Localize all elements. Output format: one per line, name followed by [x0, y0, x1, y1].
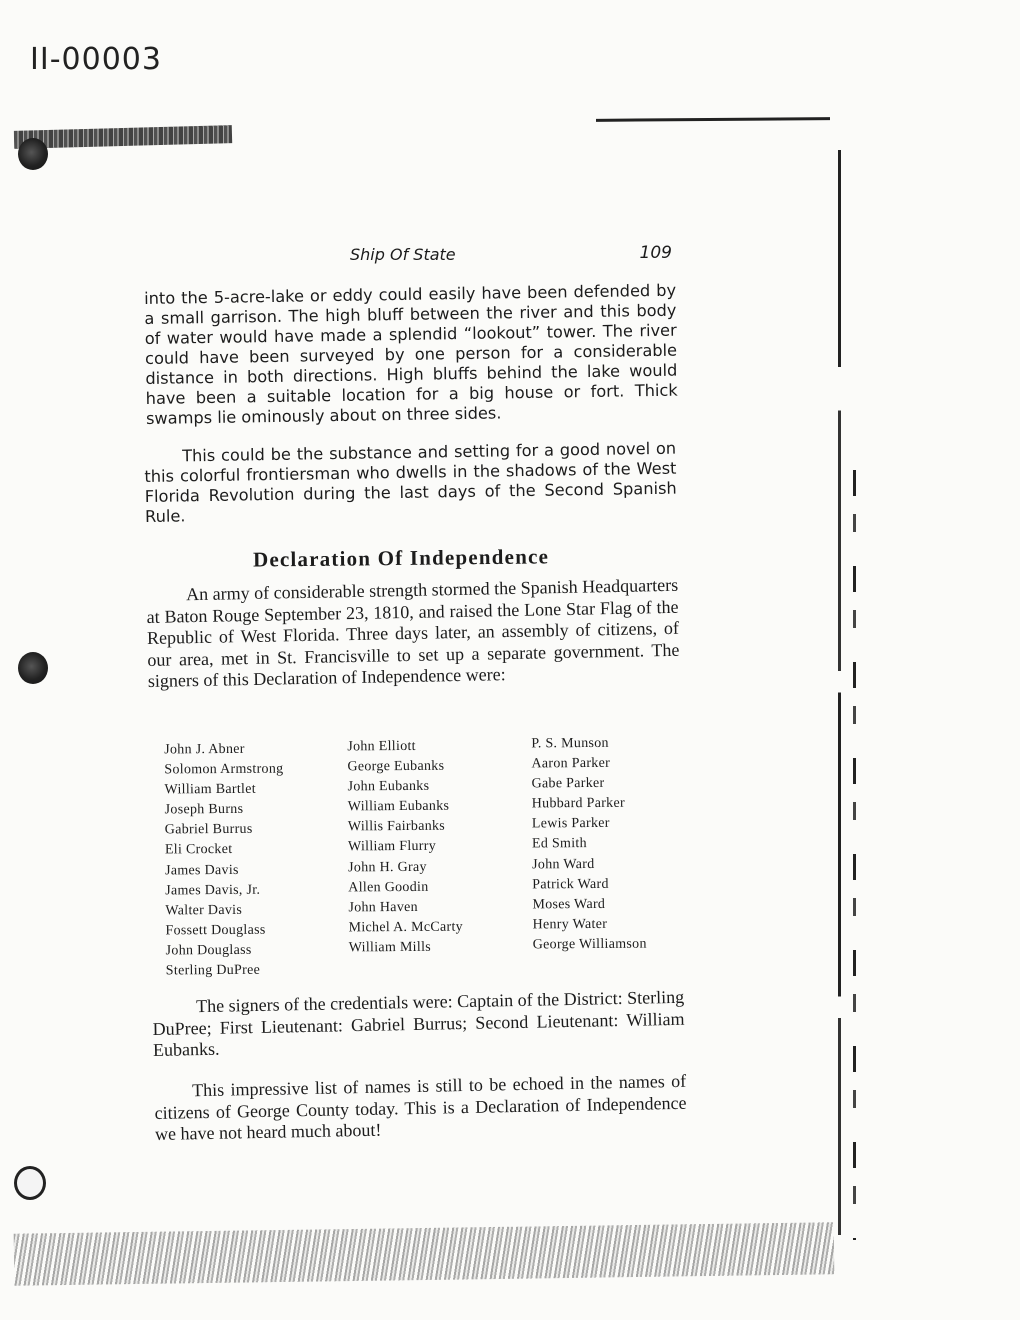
signer-name: William Eubanks — [347, 798, 450, 815]
signer-name: Gabriel Burrus — [164, 822, 253, 838]
signer-name: Fossett Douglass — [165, 922, 266, 939]
signer-name: P. S. Munson — [531, 735, 609, 752]
scan-rule-top — [596, 117, 830, 122]
signer-name: John Ward — [532, 856, 595, 872]
signers-column-1 — [164, 740, 285, 982]
signer-name: Henry Water — [532, 916, 608, 933]
signer-name: Moses Ward — [532, 896, 606, 913]
body-paragraph-novel: This could be the substance and setting for a good novel on this colorful frontiersman who dwells in the shadows of the West Florida Revolution during the last days of the Second Spanish Rule. — [144, 438, 677, 526]
signer-name: John Elliott — [347, 738, 416, 755]
signer-name: John J. Abner — [164, 741, 245, 758]
signer-name: John H. Gray — [348, 859, 427, 875]
signers-column-3 — [531, 734, 647, 956]
page-number: 109 — [639, 243, 672, 263]
signer-name: William Mills — [348, 939, 432, 956]
scan-edge-line — [838, 150, 841, 1235]
signer-name: William Bartlet — [164, 781, 256, 798]
signers-column-2 — [347, 737, 463, 959]
signer-name: Joseph Burns — [164, 802, 244, 818]
body-paragraph-lake: into the 5-acre-lake or eddy could easily have been defended by a small garrison. The high bluff between the river and this body of water would have made a splendid “lookout” tower. The river could have been surveyed by one person for a considerable distance in both directions. High bluffs behind the lake would have been a suitable location for a big house or fort. Thick swamps lie ominously about on three sides. — [144, 280, 678, 428]
signer-name: Michel A. McCarty — [348, 919, 463, 936]
signer-name: John Douglass — [165, 942, 252, 959]
signer-name: Willis Fairbanks — [347, 819, 446, 835]
section-heading: Declaration Of Independence — [252, 544, 550, 572]
closing-paragraph: This impressive list of names is still to be echoed in the names of citizens of George County today. This is a Declaration of Independence we have not heard much about! — [154, 1070, 687, 1144]
binder-hole-middle — [18, 652, 48, 684]
scan-edge-line-outer — [853, 470, 856, 1240]
binder-hole-top — [18, 138, 48, 170]
running-header — [350, 245, 680, 269]
section-intro-paragraph: An army of considerable strength stormed the Spanish Headquarters at Baton Rouge September 23, 1810, and raised the Lone Star Flag of the Republic of West Florida. Three days later, an assembly of citizens, of our area, met in St. Francisville to set up a separate government. The signers of this Declaration of Independence were: — [146, 574, 680, 691]
binder-hole-bottom — [14, 1166, 46, 1200]
signer-name: Ed Smith — [531, 836, 587, 852]
scan-smudge-bottom — [14, 1222, 835, 1285]
archive-code: II-00003 — [30, 42, 162, 77]
signer-name: Patrick Ward — [532, 876, 609, 893]
signer-name: George Eubanks — [347, 758, 445, 775]
signer-name: Lewis Parker — [531, 816, 610, 832]
signer-name: Gabe Parker — [531, 776, 605, 792]
credentials-paragraph: The signers of the credentials were: Captain of the District: Sterling DuPree; First Lieutenant: Gabriel Burrus; Second Lieutenant: William Eubanks. — [152, 986, 685, 1060]
signer-name: John Eubanks — [347, 779, 430, 795]
signer-name: Walter Davis — [165, 902, 243, 919]
running-title: Ship Of State — [350, 245, 456, 264]
signer-name: Eli Crocket — [164, 842, 233, 858]
signer-name: John Haven — [348, 899, 418, 916]
scan-smudge-top — [14, 125, 232, 149]
signer-name: Allen Goodin — [348, 879, 429, 896]
signer-name: Aaron Parker — [531, 755, 611, 772]
signer-name: James Davis — [165, 862, 239, 878]
signer-name: Solomon Armstrong — [164, 761, 284, 778]
signer-name: Hubbard Parker — [531, 796, 626, 812]
signer-name: Sterling DuPree — [165, 962, 261, 979]
signer-name: George Williamson — [532, 936, 647, 953]
signer-name: William Flurry — [347, 839, 437, 855]
signer-name: James Davis, Jr. — [165, 882, 261, 899]
